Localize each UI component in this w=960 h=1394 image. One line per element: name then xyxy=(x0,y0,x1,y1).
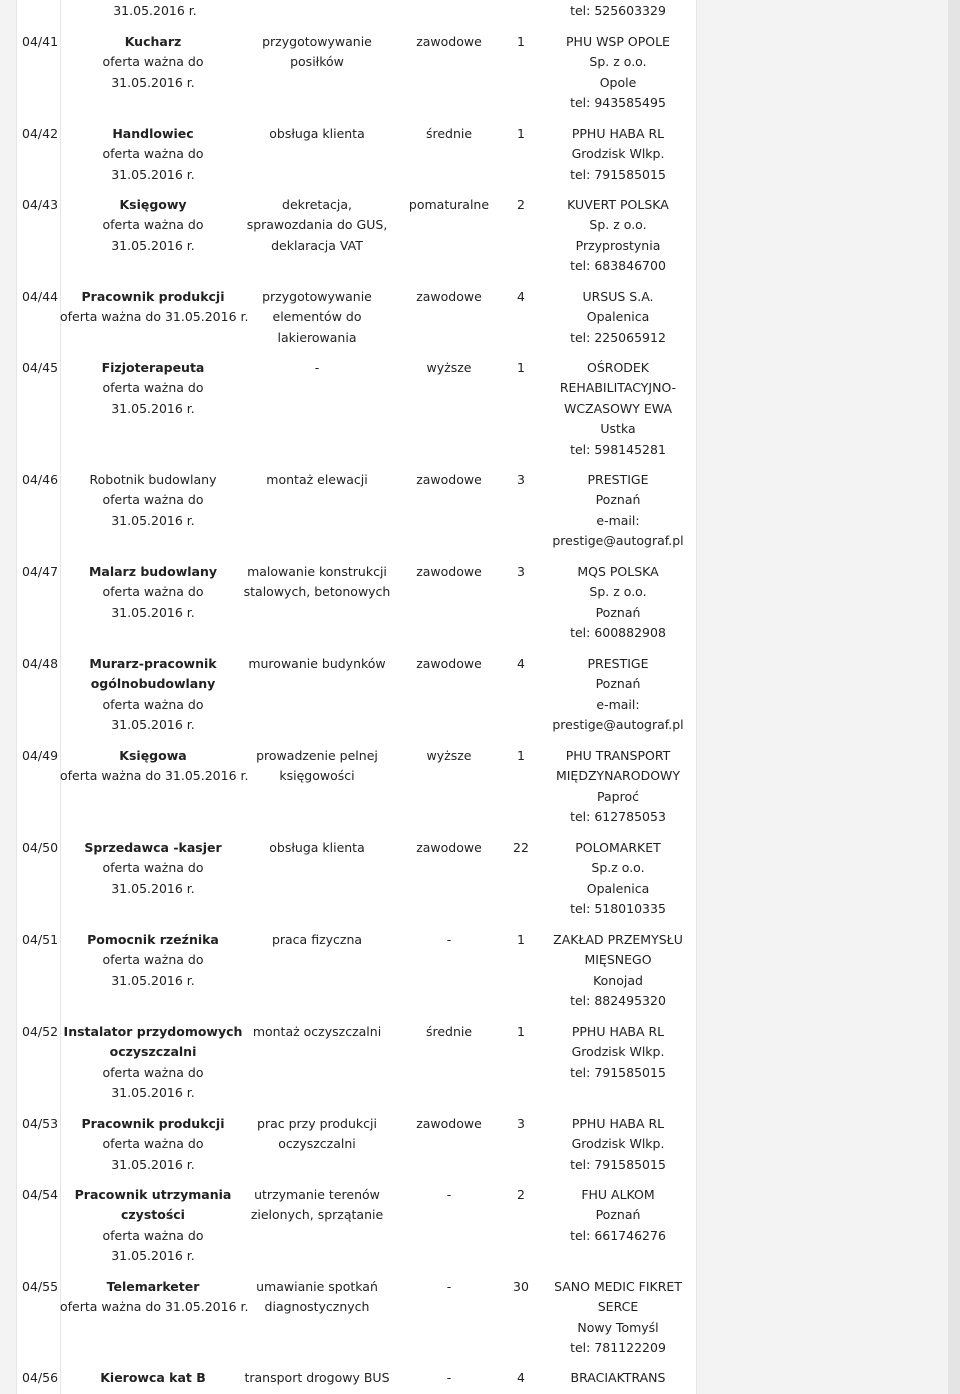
offer-title: Pracownik utrzymania xyxy=(74,1187,232,1202)
offer-description-line: montaż oczyszczalni xyxy=(252,1024,382,1039)
offer-employer-line: PHU WSP OPOLE xyxy=(566,34,670,49)
offer-description xyxy=(242,195,392,256)
offer-employer-line: Grodzisk Wlkp. xyxy=(571,146,665,162)
offer-description-line: księgowości xyxy=(279,768,355,784)
right-margin xyxy=(696,0,960,1394)
offer-employer-line: PRESTIGE xyxy=(587,472,649,487)
offer-employer-line: Sp.z o.o. xyxy=(591,860,645,876)
offer-description xyxy=(242,287,392,348)
offer-title-cell xyxy=(60,654,246,736)
offer-validity: oferta ważna do xyxy=(102,54,204,70)
offer-description-line: utrzymanie terenów xyxy=(254,1187,380,1202)
offer-employer-line: e-mail: xyxy=(596,512,640,528)
offer-education: wyższe xyxy=(426,748,472,763)
offer-employer-line: tel: 683846700 xyxy=(570,258,666,274)
offer-employer-line: Paproć xyxy=(597,788,639,804)
offer-positions-count: 2 xyxy=(517,197,525,212)
offer-title-cell xyxy=(60,358,246,419)
offer-title-cell xyxy=(60,1277,249,1318)
offer-number: 04/46 xyxy=(22,472,59,487)
offer-validity: oferta ważna do xyxy=(102,952,204,968)
offer-employer xyxy=(538,470,698,552)
offer-employer-line: Konojad xyxy=(593,972,643,988)
offer-education: zawodowe xyxy=(416,34,482,49)
offer-description xyxy=(242,32,392,73)
previous-offer-phone: tel: 525603329 xyxy=(570,3,666,18)
offer-description xyxy=(242,1368,392,1388)
offer-employer xyxy=(538,930,698,1012)
offer-employer-line: Nowy Tomyśl xyxy=(577,1319,659,1335)
offer-employer xyxy=(538,1185,698,1246)
offer-validity: oferta ważna do xyxy=(102,1136,204,1152)
offer-employer-line: URSUS S.A. xyxy=(582,289,654,304)
offer-positions-count: 1 xyxy=(517,1024,525,1039)
offer-description xyxy=(242,654,392,674)
offer-description xyxy=(242,746,392,787)
offer-employer xyxy=(538,124,698,185)
offer-number: 04/41 xyxy=(22,34,59,49)
offer-education: - xyxy=(446,1279,452,1294)
offer-title-cell xyxy=(60,1114,246,1175)
offer-education: - xyxy=(446,1370,452,1385)
offer-employer-line: WCZASOWY EWA xyxy=(563,400,673,416)
offer-number: 04/53 xyxy=(22,1116,59,1131)
offer-description-line: stalowych, betonowych xyxy=(243,584,391,600)
offer-positions-count: 1 xyxy=(517,126,525,141)
offer-description xyxy=(242,1277,392,1318)
offer-positions-count: 3 xyxy=(517,472,525,487)
offer-employer-line: Poznań xyxy=(595,492,641,508)
offer-validity: 31.05.2016 r. xyxy=(111,972,195,988)
offer-education: zawodowe xyxy=(416,656,482,671)
offer-validity: oferta ważna do xyxy=(102,1227,204,1243)
offer-title: Handlowiec xyxy=(112,126,194,141)
offer-positions-count: 4 xyxy=(517,656,525,671)
offer-description-line: prac przy produkcji xyxy=(257,1116,377,1131)
offer-employer-line: prestige@autograf.pl xyxy=(552,533,684,549)
offer-description-line: deklaracja VAT xyxy=(271,237,363,253)
offer-number: 04/44 xyxy=(22,289,59,304)
offer-employer-line: Poznań xyxy=(595,604,641,620)
offer-title: Kierowca kat B xyxy=(100,1370,206,1385)
offer-positions-count: 30 xyxy=(513,1279,529,1294)
offer-description-line: umawianie spotkań xyxy=(256,1279,378,1294)
offer-positions-count: 22 xyxy=(513,840,529,855)
offer-employer-line: tel: 791585015 xyxy=(570,166,666,182)
offer-title-cell xyxy=(60,470,246,531)
offer-description xyxy=(242,358,392,378)
offer-description xyxy=(242,562,392,603)
offer-employer-line: Przyprostynia xyxy=(575,237,661,253)
offer-validity: oferta ważna do 31.05.2016 r. xyxy=(60,1299,249,1315)
offer-employer xyxy=(538,746,698,828)
offer-description-line: - xyxy=(314,360,320,375)
offer-positions-count: 3 xyxy=(517,1116,525,1131)
offer-number: 04/50 xyxy=(22,840,59,855)
offer-description-line: transport drogowy BUS xyxy=(244,1370,390,1385)
offer-title: Pomocnik rzeźnika xyxy=(87,932,219,947)
offer-education: zawodowe xyxy=(416,840,482,855)
offer-description-line: sprawozdania do GUS, xyxy=(246,217,388,233)
offer-employer-line: tel: 612785053 xyxy=(570,809,666,825)
offer-title: Murarz-pracownik xyxy=(89,656,217,671)
offer-employer-line: MIĘSNEGO xyxy=(584,952,652,968)
offer-validity: oferta ważna do xyxy=(102,860,204,876)
offer-validity: 31.05.2016 r. xyxy=(111,1156,195,1172)
offer-positions-count: 4 xyxy=(517,289,525,304)
offer-validity: oferta ważna do 31.05.2016 r. xyxy=(60,768,249,784)
offer-employer xyxy=(538,838,698,920)
offer-positions-count: 3 xyxy=(517,564,525,579)
offer-employer-line: tel: 600882908 xyxy=(570,625,666,641)
offer-title-cell xyxy=(60,1185,246,1267)
offer-description-line: praca fizyczna xyxy=(271,932,363,947)
offer-validity: 31.05.2016 r. xyxy=(111,1248,195,1264)
offer-title: Pracownik produkcji xyxy=(81,1116,225,1131)
offer-validity: 31.05.2016 r. xyxy=(111,166,195,182)
offer-validity: 31.05.2016 r. xyxy=(111,237,195,253)
offer-title-cell xyxy=(60,124,246,185)
offer-employer-line: SERCE xyxy=(597,1299,639,1315)
offer-employer-line: tel: 661746276 xyxy=(570,1227,666,1243)
offer-number: 04/42 xyxy=(22,126,59,141)
offer-description-line: dekretacja, xyxy=(282,197,352,212)
offer-education: - xyxy=(446,1187,452,1202)
offer-validity: oferta ważna do xyxy=(102,1064,204,1080)
offer-employer-line: POLOMARKET xyxy=(575,840,661,855)
offer-description-line: prowadzenie pelnej xyxy=(256,748,378,763)
offer-employer-line: PPHU HABA RL xyxy=(571,1024,665,1039)
offer-employer-line: Ustka xyxy=(600,421,636,437)
offer-title: Pracownik produkcji xyxy=(81,289,225,304)
offer-employer xyxy=(538,287,698,348)
offer-employer-line: MIĘDZYNARODOWY xyxy=(555,768,681,784)
offer-employer-line: PPHU HABA RL xyxy=(571,126,665,141)
offer-validity: 31.05.2016 r. xyxy=(111,74,195,90)
offer-title: Malarz budowlany xyxy=(88,564,218,579)
offer-validity: 31.05.2016 r. xyxy=(111,880,195,896)
offer-employer xyxy=(538,1277,698,1359)
offer-employer-line: Sp. z o.o. xyxy=(589,584,647,600)
offer-title-cell xyxy=(60,1368,246,1388)
offer-education: zawodowe xyxy=(416,1116,482,1131)
offer-title: Telemarketer xyxy=(106,1279,200,1294)
offer-description-line: lakierowania xyxy=(277,329,357,345)
offer-validity: 31.05.2016 r. xyxy=(111,512,195,528)
offer-title: czystości xyxy=(121,1207,185,1223)
offer-title: Robotnik budowlany xyxy=(89,472,217,487)
offer-employer xyxy=(538,1114,698,1175)
offer-employer-line: KUVERT POLSKA xyxy=(567,197,669,212)
offer-employer-line: PPHU HABA RL xyxy=(571,1116,665,1131)
offer-positions-count: 1 xyxy=(517,34,525,49)
offer-description-line: przygotowywanie xyxy=(262,34,372,49)
offer-employer xyxy=(538,654,698,736)
offer-employer-line: Sp. z o.o. xyxy=(589,54,647,70)
offer-description xyxy=(242,1114,392,1155)
offer-validity: oferta ważna do xyxy=(102,146,204,162)
offer-title-cell xyxy=(60,562,246,623)
offer-employer-line: Opalenica xyxy=(586,309,650,325)
offer-employer-line: Poznań xyxy=(595,676,641,692)
offer-description xyxy=(242,470,392,490)
offer-employer xyxy=(538,1368,698,1388)
offer-employer-line: tel: 791585015 xyxy=(570,1156,666,1172)
offer-description-line: oczyszczalni xyxy=(278,1136,356,1152)
offer-employer xyxy=(538,1022,698,1083)
offer-number: 04/48 xyxy=(22,656,59,671)
offer-validity: 31.05.2016 r. xyxy=(111,1085,195,1101)
offer-number: 04/56 xyxy=(22,1370,59,1385)
offer-employer-line: OŚRODEK xyxy=(586,360,650,375)
offer-employer-line: tel: 598145281 xyxy=(570,441,666,457)
offer-positions-count: 4 xyxy=(517,1370,525,1385)
offer-title: oczyszczalni xyxy=(109,1044,197,1060)
offer-education: zawodowe xyxy=(416,289,482,304)
offer-title: Księgowy xyxy=(119,197,187,212)
offer-employer-line: ZAKŁAD PRZEMYSŁU xyxy=(553,932,683,947)
offer-title: Kucharz xyxy=(124,34,182,49)
offer-employer-line: PHU TRANSPORT xyxy=(565,748,671,763)
offer-employer-line: tel: 225065912 xyxy=(570,329,666,345)
offer-validity: oferta ważna do xyxy=(102,696,204,712)
offer-description xyxy=(242,1022,392,1042)
offer-employer-line: BRACIAKTRANS xyxy=(570,1370,666,1385)
offer-education: zawodowe xyxy=(416,564,482,579)
offer-employer-line: SANO MEDIC FIKRET xyxy=(554,1279,682,1294)
offer-employer-line: Grodzisk Wlkp. xyxy=(571,1044,665,1060)
offer-number: 04/52 xyxy=(22,1024,59,1039)
offer-employer-line: Sp. z o.o. xyxy=(589,217,647,233)
offer-description xyxy=(242,930,392,950)
offer-validity: oferta ważna do xyxy=(102,217,204,233)
offer-validity: oferta ważna do xyxy=(102,584,204,600)
offer-positions-count: 1 xyxy=(517,932,525,947)
offer-employer xyxy=(538,195,698,277)
offer-title-cell xyxy=(60,195,246,256)
offer-title-cell xyxy=(60,930,246,991)
offer-title-cell xyxy=(60,838,246,899)
offer-employer-line: Grodzisk Wlkp. xyxy=(571,1136,665,1152)
offer-positions-count: 1 xyxy=(517,748,525,763)
offer-education: wyższe xyxy=(426,360,472,375)
offer-number: 04/54 xyxy=(22,1187,59,1202)
offer-description-line: diagnostycznych xyxy=(264,1299,370,1315)
offer-number: 04/55 xyxy=(22,1279,59,1294)
offer-validity: 31.05.2016 r. xyxy=(111,717,195,733)
offer-employer-line: e-mail: xyxy=(596,696,640,712)
offer-employer-line: tel: 791585015 xyxy=(570,1064,666,1080)
offer-validity: 31.05.2016 r. xyxy=(111,604,195,620)
offer-description xyxy=(242,1185,392,1226)
offer-education: pomaturalne xyxy=(408,197,490,212)
offer-employer-line: FHU ALKOM xyxy=(581,1187,655,1202)
offer-employer-line: tel: 882495320 xyxy=(570,993,666,1009)
offer-education: - xyxy=(446,932,452,947)
offer-validity: oferta ważna do xyxy=(102,492,204,508)
offer-description-line: malowanie konstrukcji xyxy=(247,564,387,579)
table-border-left xyxy=(16,0,17,1394)
offer-number: 04/49 xyxy=(22,748,59,763)
offer-description-line: obsługa klienta xyxy=(269,840,365,855)
offer-positions-count: 2 xyxy=(517,1187,525,1202)
offer-employer-line: Opalenica xyxy=(586,880,650,896)
offer-employer-line: Opole xyxy=(599,74,637,90)
offer-description xyxy=(242,124,392,144)
offer-employer-line: PRESTIGE xyxy=(587,656,649,671)
offer-title: Fizjoterapeuta xyxy=(101,360,205,375)
offer-description-line: montaż elewacji xyxy=(266,472,368,487)
offer-title: Instalator przydomowych xyxy=(63,1024,243,1039)
offer-title: Sprzedawca -kasjer xyxy=(84,840,222,855)
offer-title-cell xyxy=(60,32,246,93)
offer-title-cell xyxy=(60,287,249,328)
offer-validity: oferta ważna do 31.05.2016 r. xyxy=(60,309,249,325)
offer-title: ogólnobudowlany xyxy=(90,676,216,692)
offer-employer xyxy=(538,32,698,114)
left-margin xyxy=(0,0,16,1394)
offer-number: 04/45 xyxy=(22,360,59,375)
offer-validity: 31.05.2016 r. xyxy=(111,400,195,416)
offer-employer-line: tel: 781122209 xyxy=(570,1340,666,1356)
offer-employer-line: REHABILITACYJNO- xyxy=(559,380,677,396)
offer-description-line: elementów do xyxy=(272,309,362,325)
offer-description-line: zielonych, sprzątanie xyxy=(250,1207,384,1223)
offer-employer-line: Poznań xyxy=(595,1207,641,1223)
offer-positions-count: 1 xyxy=(517,360,525,375)
offer-education: średnie xyxy=(425,1024,473,1039)
offer-education: średnie xyxy=(425,126,473,141)
offer-employer-line: MQS POLSKA xyxy=(577,564,659,579)
offer-description xyxy=(242,838,392,858)
previous-offer-date: 31.05.2016 r. xyxy=(113,3,197,18)
offer-number: 04/43 xyxy=(22,197,59,212)
offer-description-line: posiłków xyxy=(290,54,344,70)
offer-number: 04/51 xyxy=(22,932,59,947)
offer-employer xyxy=(538,358,698,460)
offer-education: zawodowe xyxy=(416,472,482,487)
offer-description-line: przygotowywanie xyxy=(262,289,372,304)
offer-description-line: obsługa klienta xyxy=(269,126,365,141)
offer-employer-line: tel: 943585495 xyxy=(570,95,666,111)
offer-title: Księgowa xyxy=(119,748,187,763)
offer-employer-line: tel: 518010335 xyxy=(570,901,666,917)
offer-number: 04/47 xyxy=(22,564,59,579)
offer-title-cell xyxy=(60,1022,246,1104)
offer-title-cell xyxy=(60,746,249,787)
offer-validity: oferta ważna do xyxy=(102,380,204,396)
scrollbar-track[interactable] xyxy=(948,0,960,1394)
offer-description-line: murowanie budynków xyxy=(248,656,386,671)
offer-employer xyxy=(538,562,698,644)
offer-employer-line: prestige@autograf.pl xyxy=(552,717,684,733)
